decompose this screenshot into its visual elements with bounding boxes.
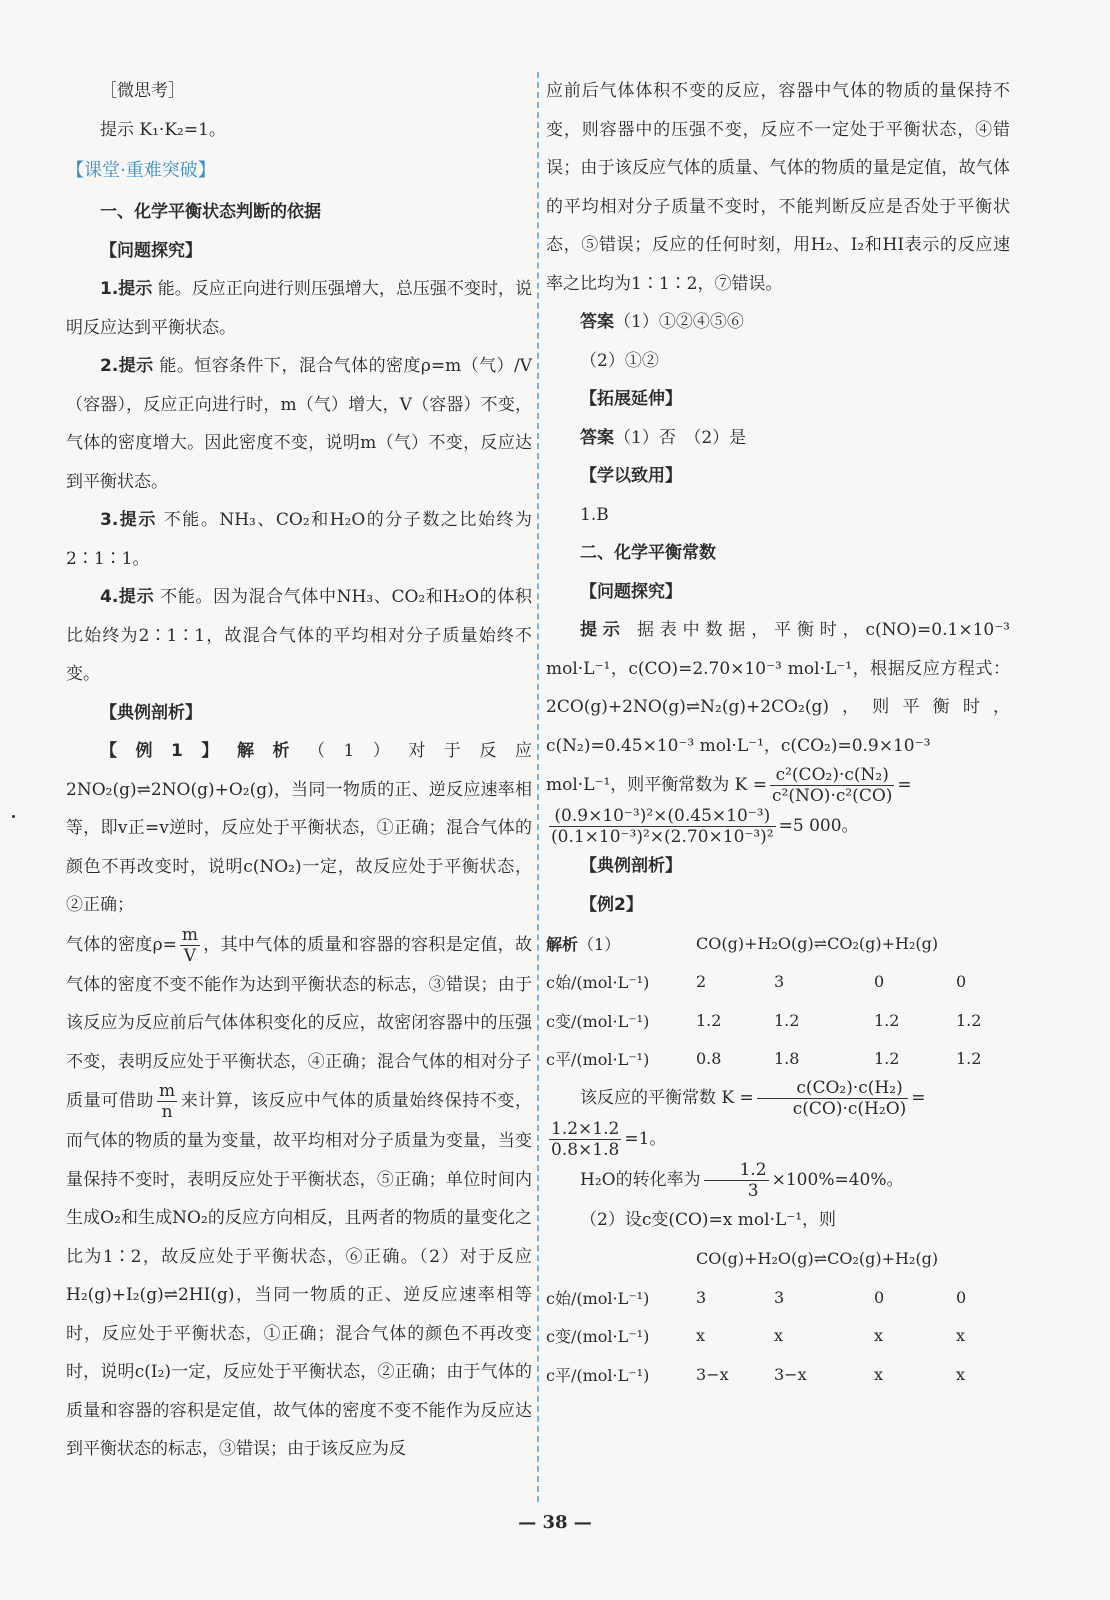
conversion-fraction: $\frac{1.2}{3}$	[704, 1160, 769, 1201]
k-fraction: $\frac{\text{c²(CO₂)·c(N₂)}}{\text{c²(NO)·c²(CO)}}$	[772, 765, 893, 806]
k-value-fraction: $\frac{\text{(0.9×10⁻³)²×(0.45×10⁻³)}}{\text{(0.1×10⁻³)²×(2.70×10⁻³)²}}$	[551, 806, 774, 847]
reaction-equation: CO(g)+H₂O(g)⇌CO₂(g)+H₂(g)	[696, 933, 939, 953]
kc-expression: 该反应的平衡常数 K = $\frac{\text{c(CO₂)·c(H₂)}}{\text{c(CO)·c(H₂O)}}$ =	[580, 1078, 926, 1119]
margin-dot	[12, 815, 15, 818]
answer-2: （2）①②	[580, 350, 659, 371]
hint-4-label: 4.提示	[100, 587, 155, 607]
column-divider	[537, 72, 539, 1502]
conversion-rate: H₂O的转化率为 $\frac{1.2}{3}$ ×100%=40%。	[580, 1160, 904, 1201]
example-1-label: 【例1】解析	[100, 741, 308, 761]
example-1-part-a: 【例1】解析（1）对于反应2NO₂(g)⇌2NO(g)+O₂(g)，当同一物质的正、逆反应速率相等，即v正=v逆时，反应处于平衡状态，①正确；混合气体的颜色不再改变时，说明c(NO₂)一定，故反应处于平衡状态，②正确；	[66, 741, 532, 915]
continued-text: 应前后气体体积不变的反应，容器中气体的物质的量保持不变，则容器中的压强不变，反应不一定处于平衡状态，④错误；由于该反应气体的质量、气体的物质的量是定值，故气体的平均相对分子质量不变时，不能判断反应是否处于平衡状态，⑤错误；反应的任何时刻，用H₂、I₂和HI表示的反应速率之比均为1∶1∶2，⑦错误。	[546, 81, 1010, 294]
apply-label: 【学以致用】	[580, 466, 682, 486]
heading-equilibrium-constant: 二、化学平衡常数	[580, 543, 716, 563]
answer-3: 答案（1）否 （2）是	[580, 427, 747, 448]
example-2-label: 【例2】	[580, 894, 643, 915]
reaction-equation-2: CO(g)+H₂O(g)⇌CO₂(g)+H₂(g)	[696, 1249, 939, 1269]
density-fraction: $\frac{m}{V}$	[181, 924, 198, 966]
explore-label: 【问题探究】	[100, 240, 202, 261]
table-row	[546, 1240, 1006, 1279]
table-row: c平/(mol·L⁻¹) 3−x 3−x x x	[546, 1364, 966, 1385]
apply-answer: 1.B	[580, 504, 609, 525]
hint-constant: 提示 据表中数据，平衡时，c(NO)=0.1×10⁻³ mol·L⁻¹，c(CO)=2.70×10⁻³ mol·L⁻¹，根据反应方程式：2CO(g)+2NO(g)⇌N₂(g)+2CO₂(g)，则平衡时，c(N₂)=0.45×10⁻³ mol·L⁻¹，c(CO₂)=0.9×10⁻³	[546, 620, 1010, 756]
ice-table-2	[546, 1240, 1006, 1394]
page-number: — 38 —	[518, 1512, 592, 1533]
table-row: 解析（1） CO(g)+H₂O(g)⇌CO₂(g)+H₂(g)	[546, 924, 1006, 963]
left-column	[66, 72, 532, 1469]
hint-2: 2.提示 能。恒容条件下，混合气体的密度ρ=m（气）/V（容器），反应正向进行时，m（气）增大，V（容器）不变，气体的密度增大。因此密度不变，说明m（气）不变，反应达到平衡状态。	[66, 356, 532, 492]
think-answer: 提示 K₁·K₂=1。	[100, 119, 226, 140]
table-row: c平/(mol·L⁻¹) 0.8 1.8 1.2 1.2	[546, 1049, 982, 1070]
heading-equilibrium-criteria: 一、化学平衡状态判断的依据	[100, 202, 321, 222]
hint-1-label: 1.提示	[100, 279, 153, 299]
table-row: c始/(mol·L⁻¹) 2 3 0 0	[546, 972, 967, 993]
hint-2-label: 2.提示	[100, 356, 154, 376]
hint-3-label: 3.提示	[100, 510, 157, 530]
table-row: c变/(mol·L⁻¹) x x x x	[546, 1326, 966, 1347]
answer-1: 答案（1）①②④⑤⑥	[580, 312, 744, 332]
extend-label: 【拓展延伸】	[580, 389, 682, 409]
table-row: c变/(mol·L⁻¹) 1.2 1.2 1.2 1.2	[546, 1010, 982, 1031]
typical-label: 【典例剖析】	[100, 702, 202, 723]
kc-value-fraction: $\frac{1.2\times 1.2}{0.8\times 1.8}$	[551, 1119, 620, 1160]
kc-fraction: $\frac{\text{c(CO₂)·c(H₂)}}{\text{c(CO)·c(H₂O)}}$	[757, 1078, 909, 1119]
think-label: ［微思考］	[100, 81, 185, 101]
section-title: 【课堂·重难突破】	[66, 160, 216, 181]
example-1-part-b: 气体的密度ρ= $\frac{m}{V}$ ，其中气体的质量和容器的容积是定值，故气体的密度不变不能作为达到平衡状态的标志，③错误；由于该反应为反应前后气体体积变化的反应，故密闭容器中的压强不变，表明反应处于平衡状态，④正确；混合气体的相对分子质量可借助 $\frac{m}{n}$ 来计算，该反应中气体的质量始终保持不变，而气体的物质的量为变量，故平均相对分子质量为变量，当变量保持不变时，表明反应处于平衡状态，⑤正确；单位时间内生成O₂和生成NO₂的反应方向相反，且两者的物质的量变化之比为1∶2，故反应处于平衡状态，⑥正确。（2）对于反应H₂(g)+I₂(g)⇌2HI(g)，当同一物质的正、逆反应速率相等时，反应处于平衡状态，①正确；混合气体的颜色不再改变时，说明c(I₂)一定，反应处于平衡状态，②正确；由于气体的质量和容器的容积是定值，故气体的密度不变不能作为反应达到平衡状态的标志，③错误；由于该反应为反	[66, 924, 533, 1459]
kc-value: $\frac{1.2\times 1.2}{0.8\times 1.8}$ =1。	[551, 1119, 667, 1160]
ice-table-1	[546, 924, 1006, 1078]
table-row: c始/(mol·L⁻¹) 3 3 0 0	[546, 1287, 967, 1308]
right-column	[546, 72, 1010, 1394]
k-expression: mol·L⁻¹，则平衡常数为 K = $\frac{\text{c²(CO₂)·c(N₂)}}{\text{c²(NO)·c²(CO)}}$ =	[546, 765, 912, 806]
k-value: $\frac{\text{(0.9×10⁻³)²×(0.45×10⁻³)}}{\text{(0.1×10⁻³)²×(2.70×10⁻³)²}}$ =5 000。	[551, 806, 859, 847]
hint-1: 1.提示 能。反应正向进行则压强增大，总压强不变时，说明反应达到平衡状态。	[66, 279, 532, 338]
hint-4: 4.提示 不能。因为混合气体中NH₃、CO₂和H₂O的体积比始终为2∶1∶1，故混合气体的平均相对分子质量始终不变。	[66, 587, 532, 684]
explore-label-2: 【问题探究】	[580, 581, 682, 602]
typical-label-2: 【典例剖析】	[580, 856, 682, 876]
molar-mass-fraction: $\frac{m}{n}$	[158, 1081, 176, 1122]
part-2-assumption: （2）设c变(CO)=x mol·L⁻¹，则	[580, 1210, 837, 1230]
hint-3: 3.提示 不能。NH₃、CO₂和H₂O的分子数之比始终为2∶1∶1。	[66, 510, 532, 569]
